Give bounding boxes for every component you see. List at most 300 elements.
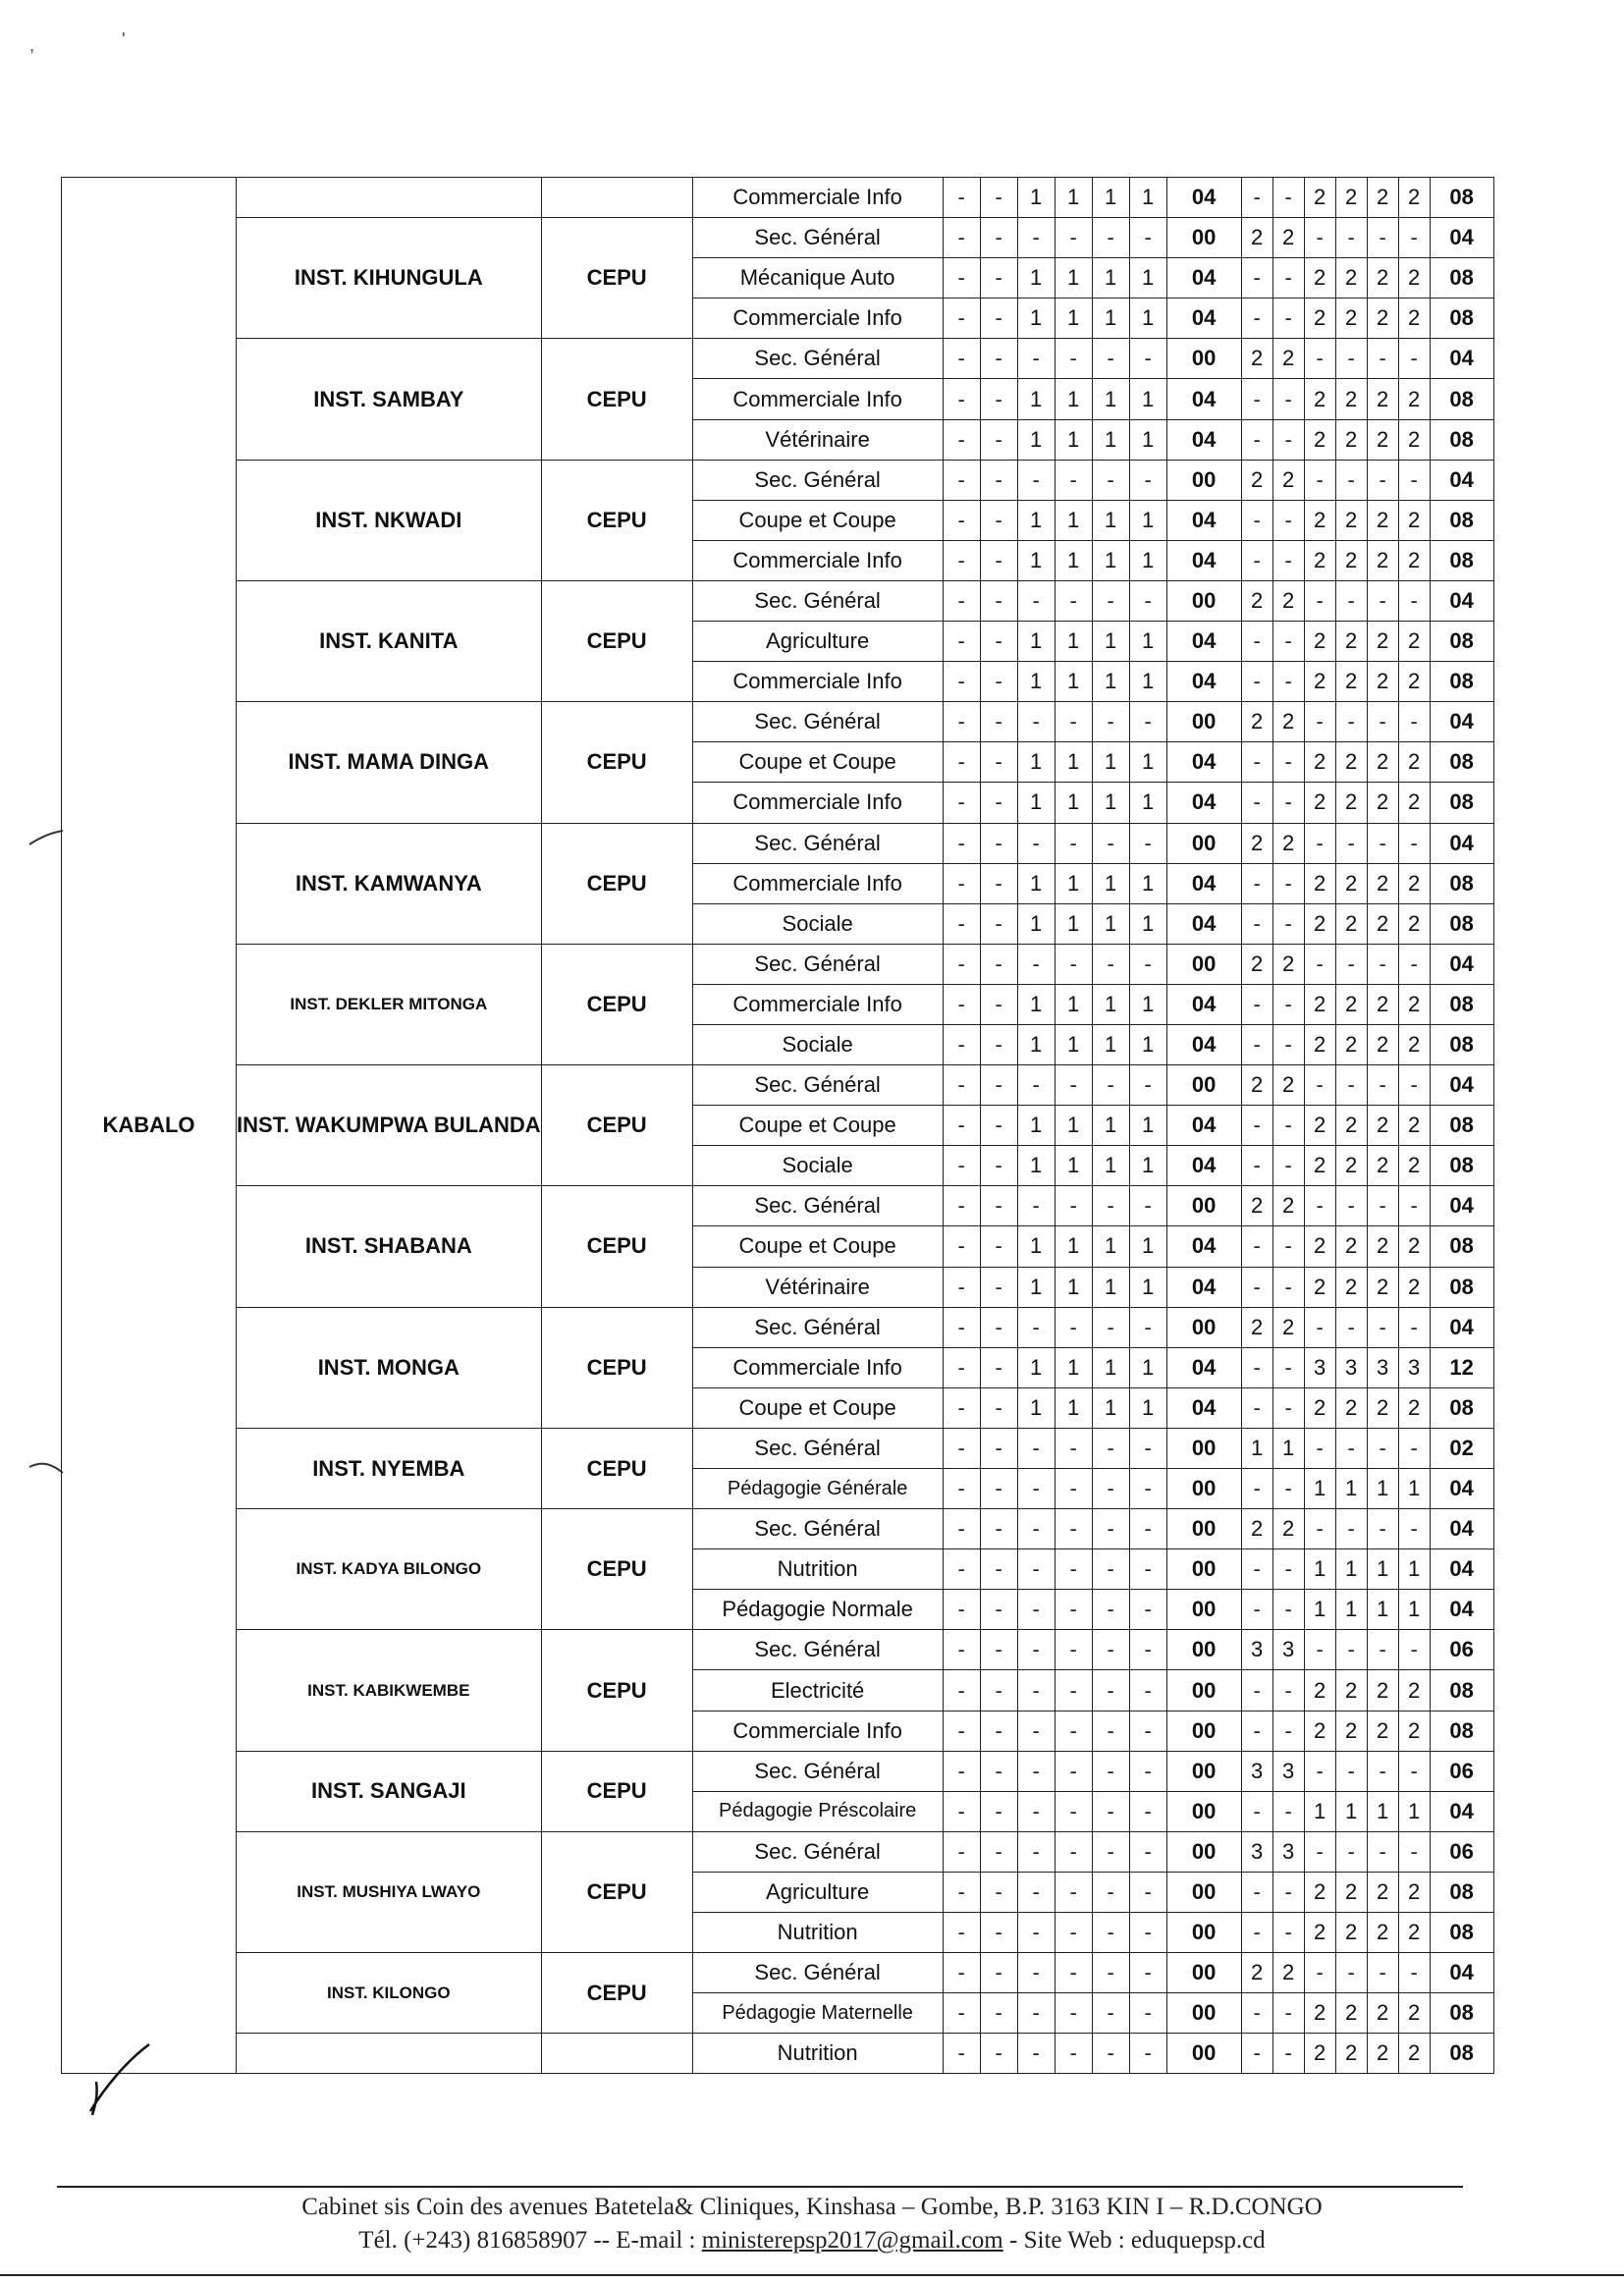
count-cell: 2 [1398, 1872, 1430, 1912]
count-cell: - [1055, 1993, 1092, 2034]
count-cell: - [943, 1267, 980, 1307]
count-cell: - [1129, 460, 1166, 500]
count-cell: - [1241, 984, 1272, 1024]
total-cell: 04 [1166, 662, 1241, 702]
count-cell: - [980, 258, 1017, 299]
option-name: Sec. Général [692, 1630, 943, 1670]
count-cell: - [1241, 2034, 1272, 2074]
count-cell: - [1241, 1267, 1272, 1307]
institution-name: INST. KANITA [237, 580, 542, 701]
count-cell: - [1367, 1428, 1398, 1468]
count-cell: - [1092, 1630, 1129, 1670]
institution-name: INST. KILONGO [237, 1953, 542, 2034]
total-cell: 00 [1166, 1549, 1241, 1590]
count-cell: - [943, 1831, 980, 1872]
count-cell: 2 [1335, 1711, 1367, 1751]
option-name: Pédagogie Maternelle [692, 1993, 943, 2034]
count-cell: 2 [1398, 622, 1430, 662]
count-cell: 1 [1055, 1267, 1092, 1307]
count-cell: 2 [1241, 1065, 1272, 1106]
count-cell: 1 [1092, 742, 1129, 783]
footer-address: Cabinet sis Coin des avenues Batetela& Cliniques, Kinshasa – Gombe, B.P. 3163 KIN I – R.D.CONGO [301, 2194, 1323, 2220]
count-cell: 1 [1304, 1549, 1335, 1590]
count-cell: - [1272, 258, 1304, 299]
count-cell: 2 [1398, 903, 1430, 944]
total-cell: 00 [1166, 1590, 1241, 1630]
count-cell: 2 [1398, 1226, 1430, 1267]
count-cell: - [1129, 1590, 1166, 1630]
count-cell: 1 [1092, 622, 1129, 662]
count-cell: 2 [1398, 662, 1430, 702]
count-cell: - [1367, 1509, 1398, 1549]
option-name: Sec. Général [692, 702, 943, 742]
count-cell: - [1272, 1993, 1304, 2034]
count-cell: - [1272, 1347, 1304, 1387]
institution-name [237, 178, 542, 218]
count-cell: 1 [1129, 540, 1166, 580]
count-cell: 2 [1367, 419, 1398, 460]
count-cell: - [1241, 1711, 1272, 1751]
count-cell: - [1241, 1469, 1272, 1509]
count-cell: - [980, 1024, 1017, 1064]
count-cell: - [1272, 1226, 1304, 1267]
count-cell: 2 [1241, 1307, 1272, 1347]
count-cell: 1 [1129, 1347, 1166, 1387]
count-cell: 2 [1367, 1872, 1398, 1912]
option-name: Commerciale Info [692, 783, 943, 823]
count-cell: - [943, 540, 980, 580]
count-cell: 1 [1055, 419, 1092, 460]
count-cell: - [1129, 1670, 1166, 1711]
count-cell: 2 [1335, 783, 1367, 823]
email-link[interactable]: ministerepsp2017@gmail.com [701, 2227, 1003, 2254]
count-cell: 1 [1017, 662, 1055, 702]
institution-type: CEPU [541, 823, 692, 944]
count-cell: 1 [1017, 178, 1055, 218]
institution-type: CEPU [541, 1065, 692, 1186]
count-cell: - [1304, 1428, 1335, 1468]
count-cell: 2 [1335, 540, 1367, 580]
count-cell: - [980, 580, 1017, 621]
option-name: Sec. Général [692, 580, 943, 621]
count-cell: 2 [1335, 500, 1367, 540]
total-cell: 08 [1430, 1106, 1493, 1146]
count-cell: - [1055, 1186, 1092, 1226]
count-cell: - [943, 984, 980, 1024]
count-cell: - [1055, 944, 1092, 984]
count-cell: - [980, 2034, 1017, 2074]
total-cell: 00 [1166, 1428, 1241, 1468]
count-cell: 1 [1092, 662, 1129, 702]
count-cell: - [980, 1670, 1017, 1711]
institution-type: CEPU [541, 1186, 692, 1307]
count-cell: - [1055, 1751, 1092, 1791]
total-cell: 04 [1430, 1549, 1493, 1590]
count-cell: 3 [1241, 1751, 1272, 1791]
count-cell: - [943, 742, 980, 783]
count-cell: 2 [1272, 1307, 1304, 1347]
count-cell: - [943, 1146, 980, 1186]
count-cell: 2 [1367, 1993, 1398, 2034]
count-cell: - [1272, 2034, 1304, 2074]
total-cell: 08 [1430, 863, 1493, 903]
count-cell: 2 [1367, 1146, 1398, 1186]
count-cell: - [980, 1267, 1017, 1307]
count-cell: - [943, 460, 980, 500]
count-cell: - [1304, 1953, 1335, 1993]
total-cell: 00 [1166, 944, 1241, 984]
count-cell: - [1092, 1509, 1129, 1549]
total-cell: 00 [1166, 1751, 1241, 1791]
count-cell: - [980, 500, 1017, 540]
count-cell: - [943, 1065, 980, 1106]
count-cell: - [1055, 1711, 1092, 1751]
table-row [62, 339, 1494, 379]
count-cell: - [1092, 702, 1129, 742]
count-cell: 1 [1017, 863, 1055, 903]
count-cell: 2 [1304, 500, 1335, 540]
total-cell: 08 [1430, 419, 1493, 460]
count-cell: 1 [1092, 1226, 1129, 1267]
count-cell: - [1241, 178, 1272, 218]
total-cell: 04 [1430, 1307, 1493, 1347]
institution-type: CEPU [541, 1307, 692, 1428]
count-cell: 2 [1335, 863, 1367, 903]
count-cell: 1 [1241, 1428, 1272, 1468]
institution-type: CEPU [541, 1428, 692, 1508]
total-cell: 04 [1166, 863, 1241, 903]
count-cell: - [1398, 702, 1430, 742]
total-cell: 08 [1430, 984, 1493, 1024]
count-cell: - [980, 1791, 1017, 1831]
count-cell: - [943, 178, 980, 218]
total-cell: 00 [1166, 218, 1241, 258]
count-cell: - [943, 1630, 980, 1670]
count-cell: - [1335, 1831, 1367, 1872]
count-cell: 2 [1304, 419, 1335, 460]
count-cell: - [943, 218, 980, 258]
total-cell: 08 [1430, 1670, 1493, 1711]
count-cell: - [1335, 1307, 1367, 1347]
count-cell: 1 [1055, 783, 1092, 823]
count-cell: - [1017, 1186, 1055, 1226]
count-cell: - [943, 1186, 980, 1226]
count-cell: 1 [1129, 1024, 1166, 1064]
count-cell: - [943, 1106, 980, 1146]
count-cell: - [1092, 580, 1129, 621]
option-name: Sec. Général [692, 1751, 943, 1791]
count-cell: - [1304, 1831, 1335, 1872]
count-cell: 2 [1335, 379, 1367, 419]
count-cell: - [1129, 1993, 1166, 2034]
count-cell: 2 [1304, 1024, 1335, 1064]
total-cell: 04 [1166, 258, 1241, 299]
count-cell: 2 [1335, 1872, 1367, 1912]
count-cell: - [1335, 944, 1367, 984]
count-cell: 1 [1092, 1387, 1129, 1428]
table-row [62, 1831, 1494, 1872]
count-cell: - [1304, 1509, 1335, 1549]
count-cell: - [1129, 580, 1166, 621]
count-cell: - [1241, 1024, 1272, 1064]
option-name: Sec. Général [692, 944, 943, 984]
count-cell: 2 [1367, 863, 1398, 903]
total-cell: 04 [1166, 540, 1241, 580]
count-cell: 2 [1335, 1387, 1367, 1428]
count-cell: 2 [1272, 823, 1304, 863]
count-cell: 1 [1017, 622, 1055, 662]
count-cell: - [1241, 1549, 1272, 1590]
option-name: Coupe et Coupe [692, 500, 943, 540]
option-name: Sec. Général [692, 1509, 943, 1549]
count-cell: - [1335, 702, 1367, 742]
table-row [62, 1428, 1494, 1468]
count-cell: - [1017, 1831, 1055, 1872]
option-name: Nutrition [692, 2034, 943, 2074]
count-cell: 1 [1017, 1106, 1055, 1146]
count-cell: - [1241, 742, 1272, 783]
count-cell: - [943, 1913, 980, 1953]
count-cell: - [1055, 1590, 1092, 1630]
count-cell: 2 [1398, 1913, 1430, 1953]
count-cell: - [943, 1469, 980, 1509]
count-cell: - [1241, 662, 1272, 702]
total-cell: 08 [1430, 299, 1493, 339]
count-cell: - [1129, 2034, 1166, 2074]
count-cell: - [1092, 1993, 1129, 2034]
count-cell: 1 [1092, 299, 1129, 339]
count-cell: 1 [1367, 1549, 1398, 1590]
count-cell: - [1272, 1791, 1304, 1831]
total-cell: 00 [1166, 1711, 1241, 1751]
count-cell: 1 [1017, 1146, 1055, 1186]
count-cell: - [943, 662, 980, 702]
count-cell: 2 [1398, 540, 1430, 580]
count-cell: 1 [1017, 742, 1055, 783]
count-cell: - [1129, 1469, 1166, 1509]
count-cell: - [980, 1146, 1017, 1186]
count-cell: 2 [1367, 178, 1398, 218]
count-cell: - [1304, 944, 1335, 984]
count-cell: 1 [1129, 622, 1166, 662]
count-cell: 2 [1367, 1226, 1398, 1267]
institution-type: CEPU [541, 702, 692, 823]
count-cell: - [1241, 379, 1272, 419]
count-cell: - [980, 1509, 1017, 1549]
total-cell: 04 [1430, 580, 1493, 621]
count-cell: 2 [1398, 258, 1430, 299]
total-cell: 04 [1166, 1106, 1241, 1146]
table-body [62, 178, 1494, 2074]
count-cell: - [1241, 419, 1272, 460]
count-cell: - [1241, 1791, 1272, 1831]
institution-name: INST. WAKUMPWA BULANDA [237, 1065, 542, 1186]
count-cell: - [1055, 2034, 1092, 2074]
count-cell: 1 [1055, 178, 1092, 218]
option-name: Mécanique Auto [692, 258, 943, 299]
count-cell: 2 [1367, 1913, 1398, 1953]
count-cell: 1 [1129, 1226, 1166, 1267]
count-cell: - [1398, 339, 1430, 379]
option-name: Sec. Général [692, 460, 943, 500]
count-cell: - [1272, 1146, 1304, 1186]
count-cell: - [1129, 1065, 1166, 1106]
option-name: Commerciale Info [692, 299, 943, 339]
count-cell: 2 [1335, 1024, 1367, 1064]
count-cell: 3 [1367, 1347, 1398, 1387]
total-cell: 04 [1166, 299, 1241, 339]
count-cell: 1 [1055, 863, 1092, 903]
count-cell: - [1055, 339, 1092, 379]
institution-name: INST. MAMA DINGA [237, 702, 542, 823]
count-cell: - [1241, 1347, 1272, 1387]
option-name: Sec. Général [692, 1186, 943, 1226]
total-cell: 00 [1166, 339, 1241, 379]
option-name: Sociale [692, 1024, 943, 1064]
count-cell: 2 [1367, 622, 1398, 662]
count-cell: - [1017, 1549, 1055, 1590]
total-cell: 08 [1430, 1146, 1493, 1186]
count-cell: 2 [1335, 622, 1367, 662]
count-cell: 2 [1398, 863, 1430, 903]
count-cell: - [1241, 1226, 1272, 1267]
option-name: Sec. Général [692, 218, 943, 258]
count-cell: - [1017, 2034, 1055, 2074]
total-cell: 08 [1430, 1993, 1493, 2034]
total-cell: 04 [1166, 1024, 1241, 1064]
count-cell: 1 [1129, 178, 1166, 218]
count-cell: 2 [1398, 742, 1430, 783]
option-name: Sec. Général [692, 1065, 943, 1106]
count-cell: 1 [1017, 783, 1055, 823]
count-cell: 2 [1335, 1106, 1367, 1146]
count-cell: - [1272, 1913, 1304, 1953]
count-cell: 2 [1398, 500, 1430, 540]
count-cell: - [1241, 1670, 1272, 1711]
option-name: Sec. Général [692, 1428, 943, 1468]
count-cell: 1 [1092, 1347, 1129, 1387]
bottom-rule [0, 2274, 1624, 2276]
count-cell: 1 [1017, 258, 1055, 299]
institution-name: INST. SHABANA [237, 1186, 542, 1307]
count-cell: - [980, 742, 1017, 783]
count-cell: 1 [1129, 863, 1166, 903]
count-cell: - [1092, 1872, 1129, 1912]
table-row [62, 702, 1494, 742]
total-cell: 04 [1430, 1469, 1493, 1509]
count-cell: 1 [1398, 1791, 1430, 1831]
count-cell: 1 [1017, 500, 1055, 540]
count-cell: - [1367, 1186, 1398, 1226]
count-cell: 1 [1335, 1590, 1367, 1630]
total-cell: 00 [1166, 2034, 1241, 2074]
schools-table [61, 177, 1494, 2074]
total-cell: 08 [1430, 1024, 1493, 1064]
count-cell: - [943, 500, 980, 540]
total-cell: 08 [1430, 2034, 1493, 2074]
count-cell: - [980, 823, 1017, 863]
count-cell: 2 [1367, 903, 1398, 944]
institution-type [541, 2034, 692, 2074]
table-row [62, 944, 1494, 984]
institution-type: CEPU [541, 1509, 692, 1630]
count-cell: - [1367, 823, 1398, 863]
count-cell: - [1335, 218, 1367, 258]
count-cell: - [1092, 2034, 1129, 2074]
count-cell: - [1398, 460, 1430, 500]
total-cell: 08 [1430, 1913, 1493, 1953]
count-cell: 2 [1367, 1711, 1398, 1751]
count-cell: 1 [1055, 1226, 1092, 1267]
total-cell: 06 [1430, 1751, 1493, 1791]
count-cell: 1 [1092, 258, 1129, 299]
institution-type: CEPU [541, 1751, 692, 1831]
count-cell: 2 [1398, 783, 1430, 823]
count-cell: 1 [1092, 984, 1129, 1024]
count-cell: 1 [1017, 540, 1055, 580]
count-cell: - [943, 702, 980, 742]
count-cell: - [1017, 823, 1055, 863]
count-cell: - [943, 622, 980, 662]
count-cell: 2 [1398, 1024, 1430, 1064]
count-cell: 2 [1367, 984, 1398, 1024]
count-cell: - [943, 339, 980, 379]
count-cell: 1 [1304, 1590, 1335, 1630]
count-cell: 1 [1129, 1146, 1166, 1186]
count-cell: - [1129, 339, 1166, 379]
count-cell: - [1241, 622, 1272, 662]
total-cell: 00 [1166, 460, 1241, 500]
institution-name: INST. NKWADI [237, 460, 542, 580]
option-name: Coupe et Coupe [692, 1106, 943, 1146]
count-cell: - [1367, 218, 1398, 258]
count-cell: - [1017, 1791, 1055, 1831]
count-cell: - [1017, 1872, 1055, 1912]
option-name: Commerciale Info [692, 1347, 943, 1387]
total-cell: 04 [1430, 1065, 1493, 1106]
count-cell: 2 [1398, 984, 1430, 1024]
count-cell: 1 [1055, 540, 1092, 580]
count-cell: - [1092, 218, 1129, 258]
count-cell: - [1272, 622, 1304, 662]
count-cell: - [1017, 1065, 1055, 1106]
count-cell: 2 [1241, 1509, 1272, 1549]
count-cell: - [1272, 1024, 1304, 1064]
total-cell: 08 [1430, 258, 1493, 299]
option-name: Commerciale Info [692, 863, 943, 903]
option-name: Nutrition [692, 1549, 943, 1590]
total-cell: 00 [1166, 1186, 1241, 1226]
count-cell: 3 [1272, 1751, 1304, 1791]
count-cell: - [1129, 1186, 1166, 1226]
count-cell: 2 [1241, 1953, 1272, 1993]
table-row [62, 1186, 1494, 1226]
count-cell: 2 [1398, 1267, 1430, 1307]
count-cell: - [943, 1751, 980, 1791]
count-cell: 2 [1304, 1387, 1335, 1428]
count-cell: - [1398, 1751, 1430, 1791]
count-cell: - [1241, 540, 1272, 580]
count-cell: - [943, 1791, 980, 1831]
count-cell: - [980, 1913, 1017, 1953]
total-cell: 00 [1166, 1469, 1241, 1509]
count-cell: 1 [1129, 984, 1166, 1024]
count-cell: - [943, 299, 980, 339]
option-name: Electricité [692, 1670, 943, 1711]
count-cell: - [1367, 1751, 1398, 1791]
count-cell: 1 [1129, 500, 1166, 540]
count-cell: - [1304, 1630, 1335, 1670]
